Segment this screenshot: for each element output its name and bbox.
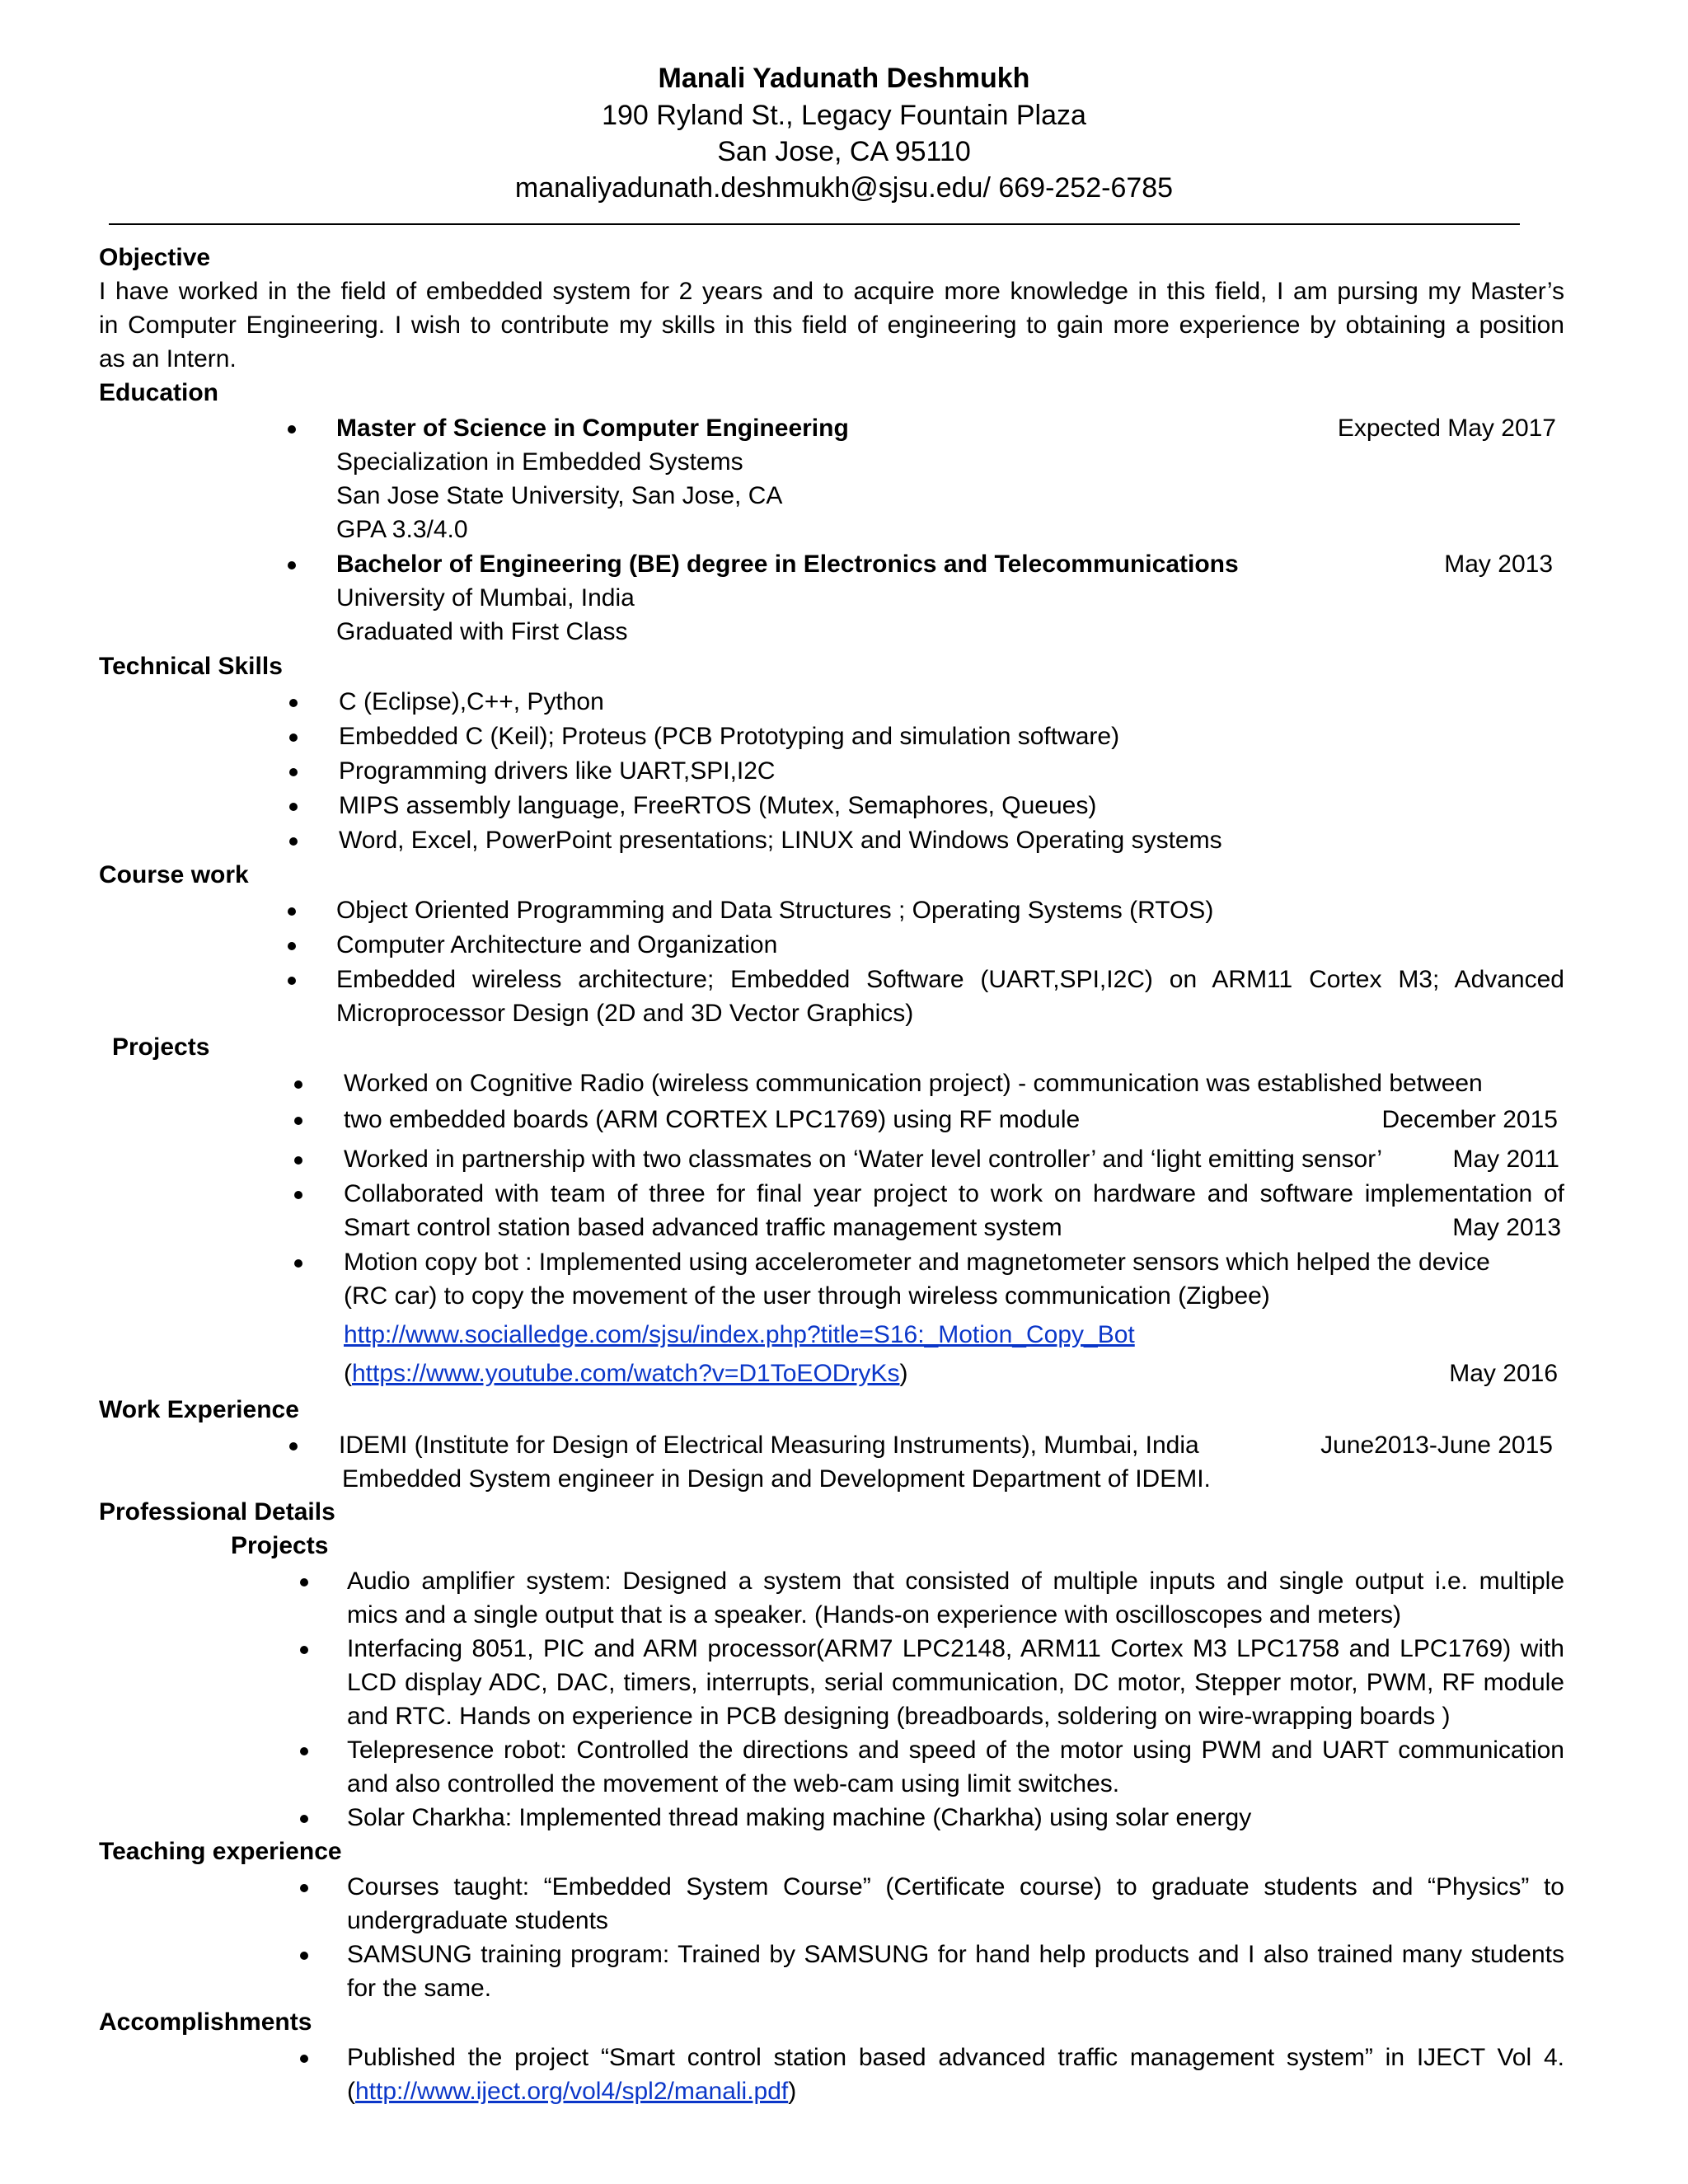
work-date: June2013-June 2015 xyxy=(1320,1432,1553,1459)
accomplishment-link[interactable]: http://www.iject.org/vol4/spl2/manali.pdf xyxy=(355,2078,789,2105)
professional-heading: Professional Details xyxy=(99,1498,335,1526)
coursework-heading: Course work xyxy=(99,861,249,888)
bullet-icon xyxy=(289,1442,298,1451)
project-date: December 2015 xyxy=(1381,1106,1558,1133)
bullet-icon xyxy=(288,425,296,434)
teaching-item: SAMSUNG training program: Trained by SAMSUNG for hand help products and I also trained many students xyxy=(347,1941,1564,1968)
address-line-1: 190 Ryland St., Legacy Fountain Plaza xyxy=(602,100,1086,131)
project-link-youtube[interactable]: https://www.youtube.com/watch?v=D1ToEODryKs xyxy=(352,1360,900,1387)
objective-line-3: as an Intern. xyxy=(99,345,237,373)
teaching-heading: Teaching experience xyxy=(99,1838,342,1865)
paren-open: ( xyxy=(344,1360,352,1387)
bullet-icon xyxy=(288,907,296,916)
project-link-line xyxy=(344,1360,907,1388)
bullet-icon xyxy=(289,733,298,742)
bullet-icon xyxy=(288,977,296,985)
education-date-be: May 2013 xyxy=(1444,551,1553,578)
skill-item: Word, Excel, PowerPoint presentations; LINUX and Windows Operating systems xyxy=(339,827,1222,854)
bullet-icon xyxy=(289,837,298,846)
education-degree-ms: Master of Science in Computer Engineering xyxy=(336,415,849,442)
skill-item: C (Eclipse),C++, Python xyxy=(339,688,604,715)
bullet-icon xyxy=(288,561,296,569)
accomplishments-heading: Accomplishments xyxy=(99,2008,312,2036)
project-item: Worked in partnership with two classmates on ‘Water level controller’ and ‘light emitting sensor’ xyxy=(344,1146,1382,1173)
professional-item-continued: and RTC. Hands on experience in PCB designing (breadboards, soldering on wire-wrapping boards ) xyxy=(347,1703,1451,1730)
bullet-icon xyxy=(289,699,298,707)
contact-line: manaliyadunath.deshmukh@sjsu.edu/ 669-252-6785 xyxy=(514,172,1174,204)
project-date: May 2011 xyxy=(1452,1146,1559,1173)
accomplishment-link-line xyxy=(347,2078,796,2106)
project-item-continued: Smart control station based advanced traffic management system xyxy=(344,1214,1062,1241)
projects-heading: Projects xyxy=(112,1033,210,1061)
course-item-continued: Microprocessor Design (2D and 3D Vector Graphics) xyxy=(336,1000,914,1027)
bullet-icon xyxy=(300,1815,308,1823)
education-date-ms: Expected May 2017 xyxy=(1337,415,1556,442)
skill-item: Embedded C (Keil); Proteus (PCB Prototyping and simulation software) xyxy=(339,723,1120,750)
education-detail: San Jose State University, San Jose, CA xyxy=(336,482,783,509)
course-item: Object Oriented Programming and Data Structures ; Operating Systems (RTOS) xyxy=(336,897,1214,924)
bullet-icon xyxy=(289,768,298,776)
bullet-icon xyxy=(300,1646,308,1654)
bullet-icon xyxy=(288,942,296,950)
bullet-icon xyxy=(300,1884,308,1892)
teaching-item: Courses taught: “Embedded System Course” (Certificate course) to graduate students and “Physics” to xyxy=(347,1873,1564,1900)
skill-item: MIPS assembly language, FreeRTOS (Mutex, Semaphores, Queues) xyxy=(339,792,1097,819)
education-detail: Specialization in Embedded Systems xyxy=(336,448,743,476)
address-line-2: San Jose, CA 95110 xyxy=(717,136,971,167)
objective-line-2: in Computer Engineering. I wish to contribute my skills in this field of engineering to gain more experience by obtaining a position xyxy=(99,312,1564,339)
bullet-icon xyxy=(294,1117,302,1125)
bullet-icon xyxy=(294,1080,302,1089)
project-item-continued: (RC car) to copy the movement of the user through wireless communication (Zigbee) xyxy=(344,1282,1270,1310)
objective-line-1: I have worked in the field of embedded system for 2 years and to acquire more knowledge in this field, I am pursing my Master’s xyxy=(99,278,1564,305)
professional-item-continued: and also controlled the movement of the web-cam using limit switches. xyxy=(347,1770,1120,1797)
teaching-item-continued: for the same. xyxy=(347,1975,492,2002)
work-heading: Work Experience xyxy=(99,1396,299,1423)
course-item: Embedded wireless architecture; Embedded Software (UART,SPI,I2C) on ARM11 Cortex M3; Advanced xyxy=(336,966,1564,993)
course-item: Computer Architecture and Organization xyxy=(336,931,778,958)
project-item: Motion copy bot : Implemented using accelerometer and magnetometer sensors which helped the device xyxy=(344,1249,1490,1276)
professional-item: Interfacing 8051, PIC and ARM processor(ARM7 LPC2148, ARM11 Cortex M3 LPC1758 and LPC1769) with xyxy=(347,1635,1564,1662)
candidate-name: Manali Yadunath Deshmukh xyxy=(658,63,1030,94)
project-item: two embedded boards (ARM CORTEX LPC1769) using RF module xyxy=(344,1106,1081,1133)
professional-item: Audio amplifier system: Designed a system that consisted of multiple inputs and single output i.e. multiple xyxy=(347,1568,1564,1595)
education-detail: University of Mumbai, India xyxy=(336,584,635,612)
project-date: May 2013 xyxy=(1452,1214,1561,1241)
education-detail: GPA 3.3/4.0 xyxy=(336,516,468,543)
professional-item: Telepresence robot: Controlled the directions and speed of the motor using PWM and UART communication xyxy=(347,1736,1564,1764)
professional-item-continued: LCD display ADC, DAC, timers, interrupts, serial communication, DC motor, Stepper motor, PWM, RF module xyxy=(347,1669,1564,1696)
accomplishment-item: Published the project “Smart control station based advanced traffic management system” in IJECT Vol 4. xyxy=(347,2044,1564,2071)
professional-item-continued: mics and a single output that is a speaker. (Hands-on experience with oscilloscopes and meters) xyxy=(347,1601,1401,1629)
skill-item: Programming drivers like UART,SPI,I2C xyxy=(339,757,776,785)
bullet-icon xyxy=(294,1156,302,1165)
bullet-icon xyxy=(300,2055,308,2063)
project-item: Worked on Cognitive Radio (wireless communication project) - communication was established between xyxy=(344,1070,1483,1097)
bullet-icon xyxy=(300,1578,308,1586)
professional-projects-subheading: Projects xyxy=(231,1532,329,1559)
project-date: May 2016 xyxy=(1449,1360,1558,1387)
teaching-item-continued: undergraduate students xyxy=(347,1907,608,1934)
work-item: IDEMI (Institute for Design of Electrical Measuring Instruments), Mumbai, India xyxy=(339,1432,1199,1459)
professional-item: Solar Charkha: Implemented thread making machine (Charkha) using solar energy xyxy=(347,1804,1252,1831)
work-role: Embedded System engineer in Design and Development Department of IDEMI. xyxy=(342,1465,1211,1493)
bullet-icon xyxy=(300,1747,308,1755)
paren-close: ) xyxy=(788,2078,797,2105)
education-heading: Education xyxy=(99,379,219,406)
bullet-icon xyxy=(294,1259,302,1268)
objective-heading: Objective xyxy=(99,244,211,271)
project-item: Collaborated with team of three for final year project to work on hardware and software implementation of xyxy=(344,1180,1564,1207)
project-link-socialledge[interactable]: http://www.socialledge.com/sjsu/index.php?title=S16:_Motion_Copy_Bot xyxy=(344,1321,1135,1348)
paren-close: ) xyxy=(899,1360,908,1387)
bullet-icon xyxy=(300,1952,308,1960)
bullet-icon xyxy=(289,803,298,811)
paren-open: ( xyxy=(347,2078,355,2105)
skills-heading: Technical Skills xyxy=(99,653,283,680)
bullet-icon xyxy=(294,1191,302,1199)
education-detail: Graduated with First Class xyxy=(336,618,628,645)
education-degree-be: Bachelor of Engineering (BE) degree in Electronics and Telecommunications xyxy=(336,551,1239,578)
header-divider xyxy=(109,223,1520,225)
